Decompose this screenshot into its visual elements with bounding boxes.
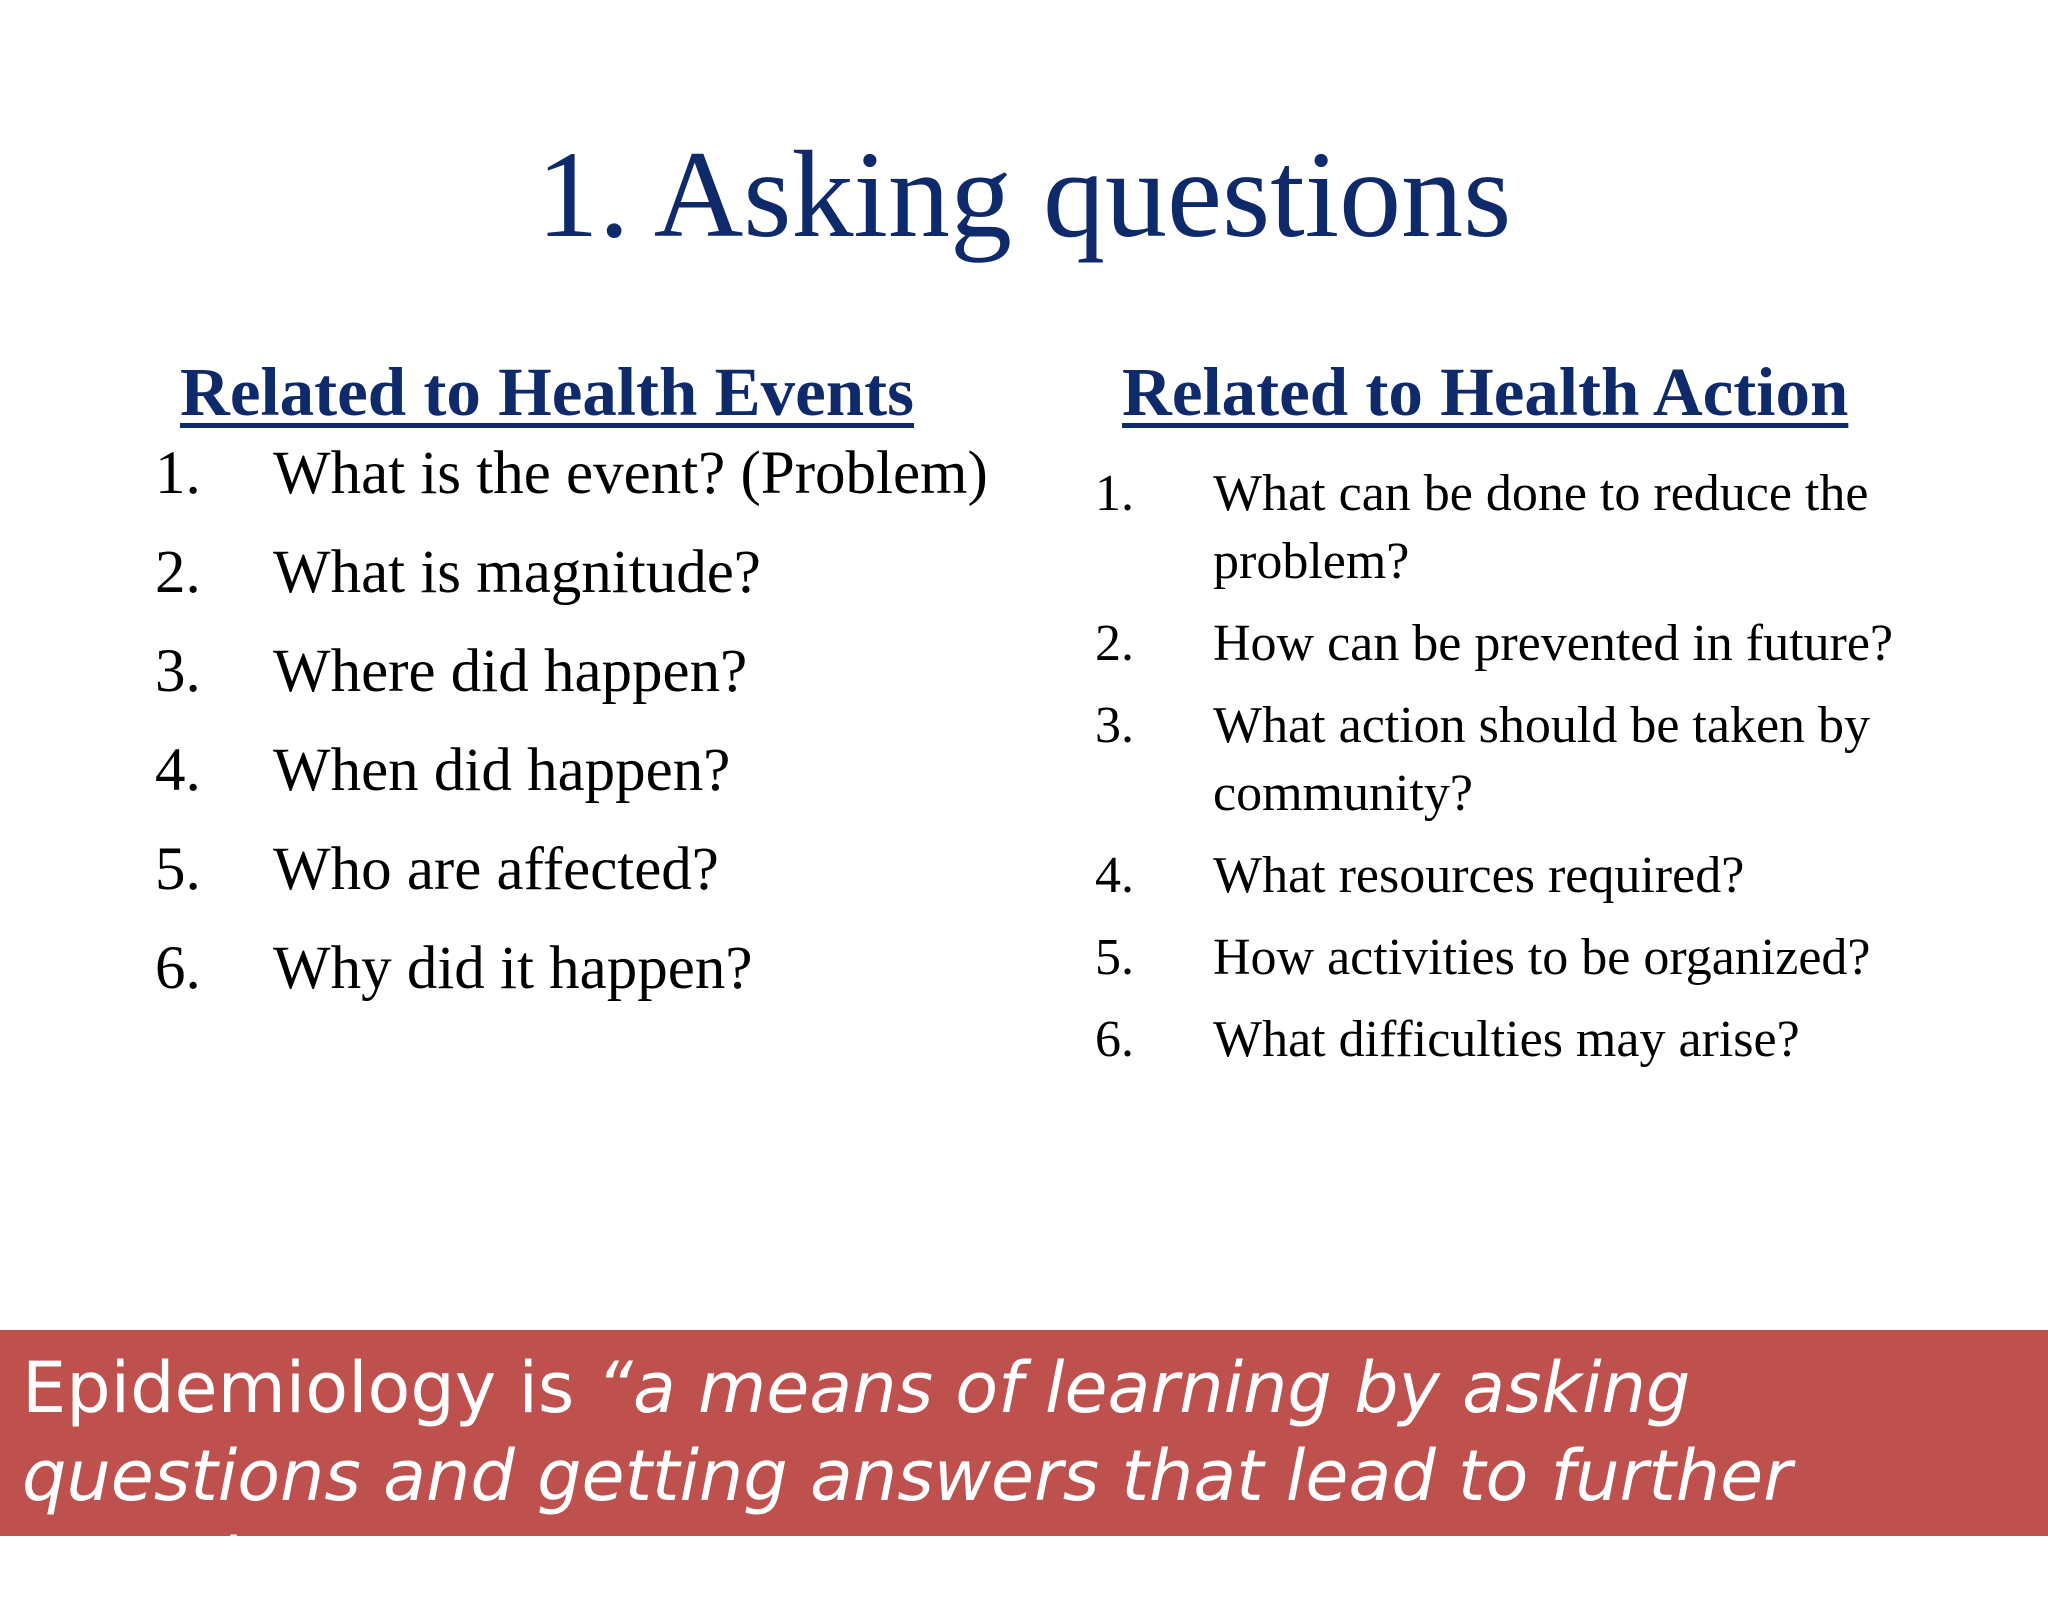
list-item <box>155 731 1035 811</box>
health-action-heading: Related to Health Action <box>1122 354 1849 430</box>
item-number: 6. <box>155 935 201 1002</box>
health-events-heading: Related to Health Events <box>180 354 915 430</box>
item-text: How activities to be organized? <box>1213 929 1871 986</box>
item-number: 2. <box>1095 615 1134 672</box>
list-item <box>155 533 1035 613</box>
item-text: How can be prevented in future? <box>1213 615 1894 672</box>
list-item <box>1095 842 1995 910</box>
item-number: 1. <box>1095 465 1134 522</box>
item-number: 6. <box>1095 1011 1134 1068</box>
item-number: 3. <box>1095 697 1134 754</box>
item-number: 4. <box>155 737 201 804</box>
list-item <box>1095 1006 1995 1074</box>
list-item <box>1095 460 1995 596</box>
item-text: Why did it happen? <box>273 935 753 1002</box>
item-number: 1. <box>155 440 201 507</box>
item-number: 3. <box>155 638 201 705</box>
list-item <box>155 929 1035 1009</box>
item-text: Who are affected? <box>273 836 719 903</box>
item-text: What action should be taken by community? <box>1213 697 1871 822</box>
item-text: What is the event? (Problem) <box>273 440 988 507</box>
item-text: Where did happen? <box>273 638 748 705</box>
list-item <box>155 632 1035 712</box>
health-action-column <box>1095 350 1995 1088</box>
list-item <box>155 434 1035 514</box>
list-item <box>1095 692 1995 828</box>
slide-title: 1. Asking questions <box>536 126 1512 263</box>
definition-banner <box>0 1330 2048 1605</box>
list-item <box>1095 924 1995 992</box>
health-events-column <box>155 350 1035 1028</box>
item-text: What is magnitude? <box>273 539 761 606</box>
item-text: What can be done to reduce the problem? <box>1213 465 1869 590</box>
list-item <box>155 830 1035 910</box>
item-text: When did happen? <box>273 737 731 804</box>
health-action-list <box>1095 460 1995 1074</box>
banner-quote-text: “a means of learning by asking questions and getting answers that lead to further questions.” <box>22 1347 1792 1605</box>
list-item <box>1095 610 1995 678</box>
item-number: 5. <box>1095 929 1134 986</box>
item-number: 5. <box>155 836 201 903</box>
health-events-list <box>155 434 1035 1009</box>
item-number: 2. <box>155 539 201 606</box>
item-text: What resources required? <box>1213 847 1745 904</box>
item-text: What difficulties may arise? <box>1213 1011 1800 1068</box>
item-number: 4. <box>1095 847 1134 904</box>
banner-lead-text: Epidemiology is <box>22 1347 597 1429</box>
